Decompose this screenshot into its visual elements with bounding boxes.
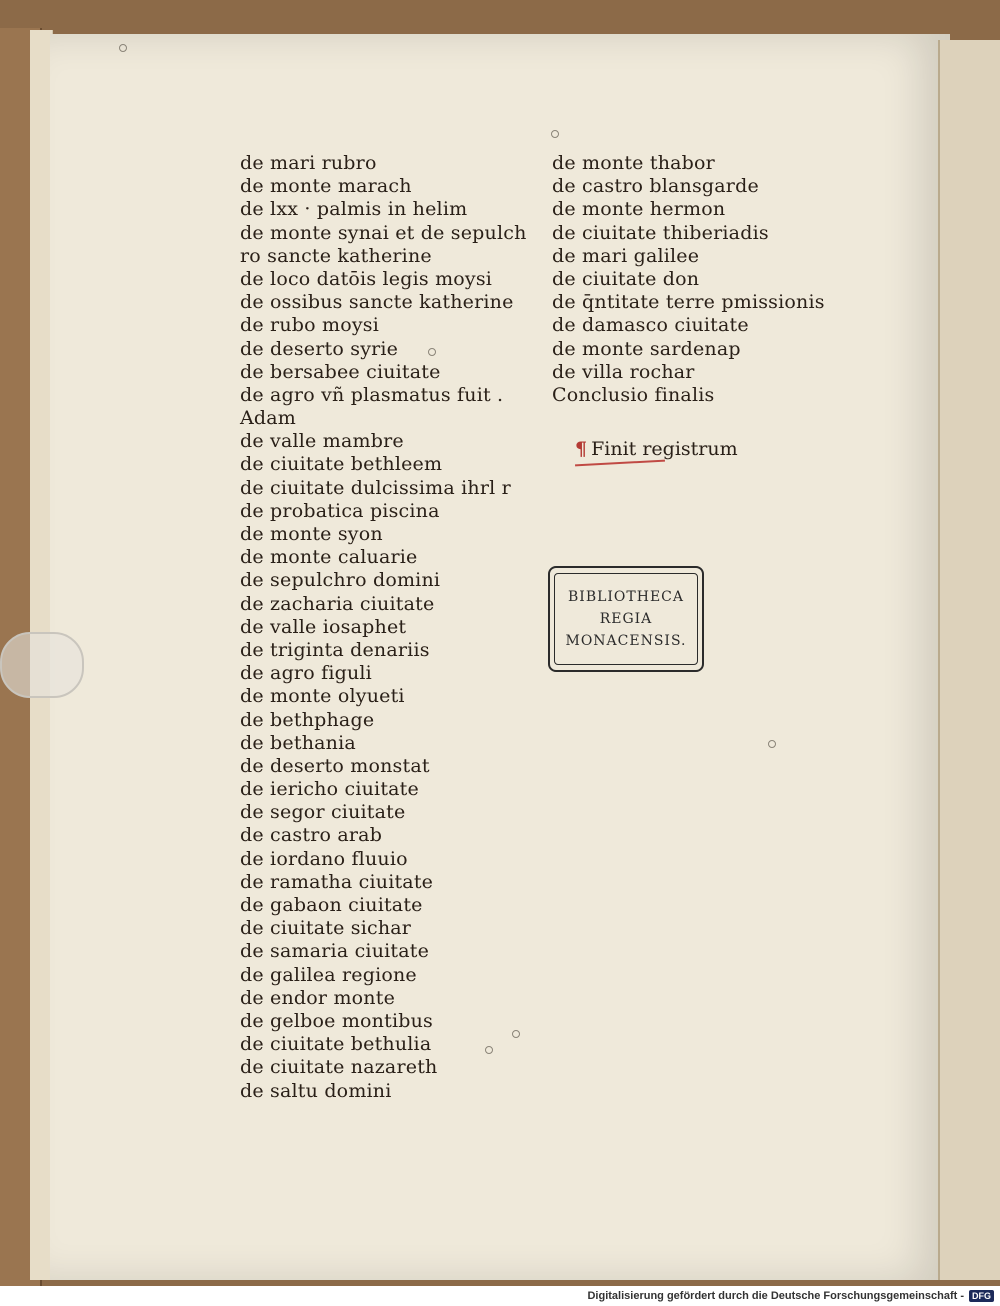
register-entry: de castro blansgarde <box>552 175 759 198</box>
register-entry: de ramatha ciuitate <box>240 870 434 893</box>
register-entry: de mari galilee <box>552 244 700 267</box>
register-entry: de ciuitate bethleem <box>240 453 443 476</box>
page-clip <box>0 632 84 698</box>
register-entry: de deserto syrie <box>240 337 399 360</box>
register-entry: de valle iosaphet <box>240 615 407 638</box>
register-entry: de segor ciuitate <box>240 801 406 824</box>
register-entry: de ossibus sancte katherine <box>240 291 514 314</box>
register-entry: de agro vñ plasmatus fuit . <box>240 383 504 406</box>
register-entry: de ciuitate dulcissima ihrl r <box>240 476 511 499</box>
register-entry: de probatica piscina <box>240 499 440 522</box>
register-entry: de valle mambre <box>240 430 404 453</box>
register-entry: de endor monte <box>240 986 396 1009</box>
dfg-logo-icon: DFG <box>969 1290 994 1302</box>
register-entry: de sepulchro domini <box>240 569 441 592</box>
register-entry: de loco datōis legis moysi <box>240 267 493 290</box>
register-entry: de zacharia ciuitate <box>240 592 435 615</box>
register-entry: de monte synai et de sepulch <box>240 221 527 244</box>
stamp-line-3: MONACENSIS. <box>565 633 687 649</box>
register-entry: de monte hermon <box>552 198 726 221</box>
register-entry: de mari rubro <box>240 152 377 174</box>
register-entry: de monte marach <box>240 175 412 198</box>
page-mark <box>551 130 559 138</box>
stamp-line-2: REGIA <box>599 611 653 627</box>
register-entry: de iordano fluuio <box>240 847 408 870</box>
register-entry: de agro figuli <box>240 662 372 685</box>
paragraph-mark-icon: ¶ <box>575 438 588 460</box>
register-entry: de ciuitate bethulia <box>240 1033 432 1056</box>
stamp-line-1: BIBLIOTHECA <box>568 589 684 605</box>
register-entry: ro sancte katherine <box>240 244 432 267</box>
register-right-column <box>552 152 825 407</box>
register-entry: de bethania <box>240 731 356 754</box>
footer-text: Digitalisierung gefördert durch die Deutsche Forschungsgemeinschaft - <box>587 1290 964 1302</box>
register-entry: de rubo moysi <box>240 314 380 337</box>
register-entry: de triginta denariis <box>240 638 430 661</box>
register-entry: de damasco ciuitate <box>552 314 749 337</box>
register-entry: de ciuitate thiberiadis <box>552 221 769 244</box>
register-entry: de galilea regione <box>240 963 417 986</box>
register-entry: de castro arab <box>240 824 383 847</box>
register-entry: de gelboe montibus <box>240 1009 433 1032</box>
register-entry: de iericho ciuitate <box>240 778 419 801</box>
register-entry: Conclusio finalis <box>552 383 715 406</box>
register-entry: de bethphage <box>240 708 375 731</box>
footer-bar <box>0 1286 1000 1306</box>
register-entry: de monte sardenap <box>552 337 741 360</box>
register-entry: de ciuitate nazareth <box>240 1056 438 1079</box>
register-entry: de bersabee ciuitate <box>240 360 441 383</box>
register-entry: de q̄ntitate terre pmissionis <box>552 291 825 314</box>
register-entry: Adam <box>240 407 297 430</box>
register-entry: de gabaon ciuitate <box>240 894 423 916</box>
register-entry: de samaria ciuitate <box>240 940 430 963</box>
register-entry: de ciuitate sichar <box>240 917 412 940</box>
register-entry: de monte olyueti <box>240 685 405 708</box>
register-entry: de monte thabor <box>552 152 715 174</box>
register-entry: de lxx · palmis in helim <box>240 198 468 221</box>
page-mark <box>119 44 127 52</box>
register-left-column <box>240 152 527 1103</box>
register-entry: de saltu domini <box>240 1079 392 1102</box>
library-stamp-inner <box>554 573 698 665</box>
library-stamp <box>548 566 704 672</box>
finit-text: Finit registrum <box>591 438 738 460</box>
finit-registrum <box>575 438 738 460</box>
register-entry: de ciuitate don <box>552 267 700 290</box>
register-entry: de monte caluarie <box>240 546 418 569</box>
facing-page-edge <box>938 40 1000 1280</box>
register-entry: de deserto monstat <box>240 754 430 777</box>
page-mark <box>768 740 776 748</box>
register-entry: de villa rochar <box>552 360 695 383</box>
register-entry: de monte syon <box>240 523 383 545</box>
